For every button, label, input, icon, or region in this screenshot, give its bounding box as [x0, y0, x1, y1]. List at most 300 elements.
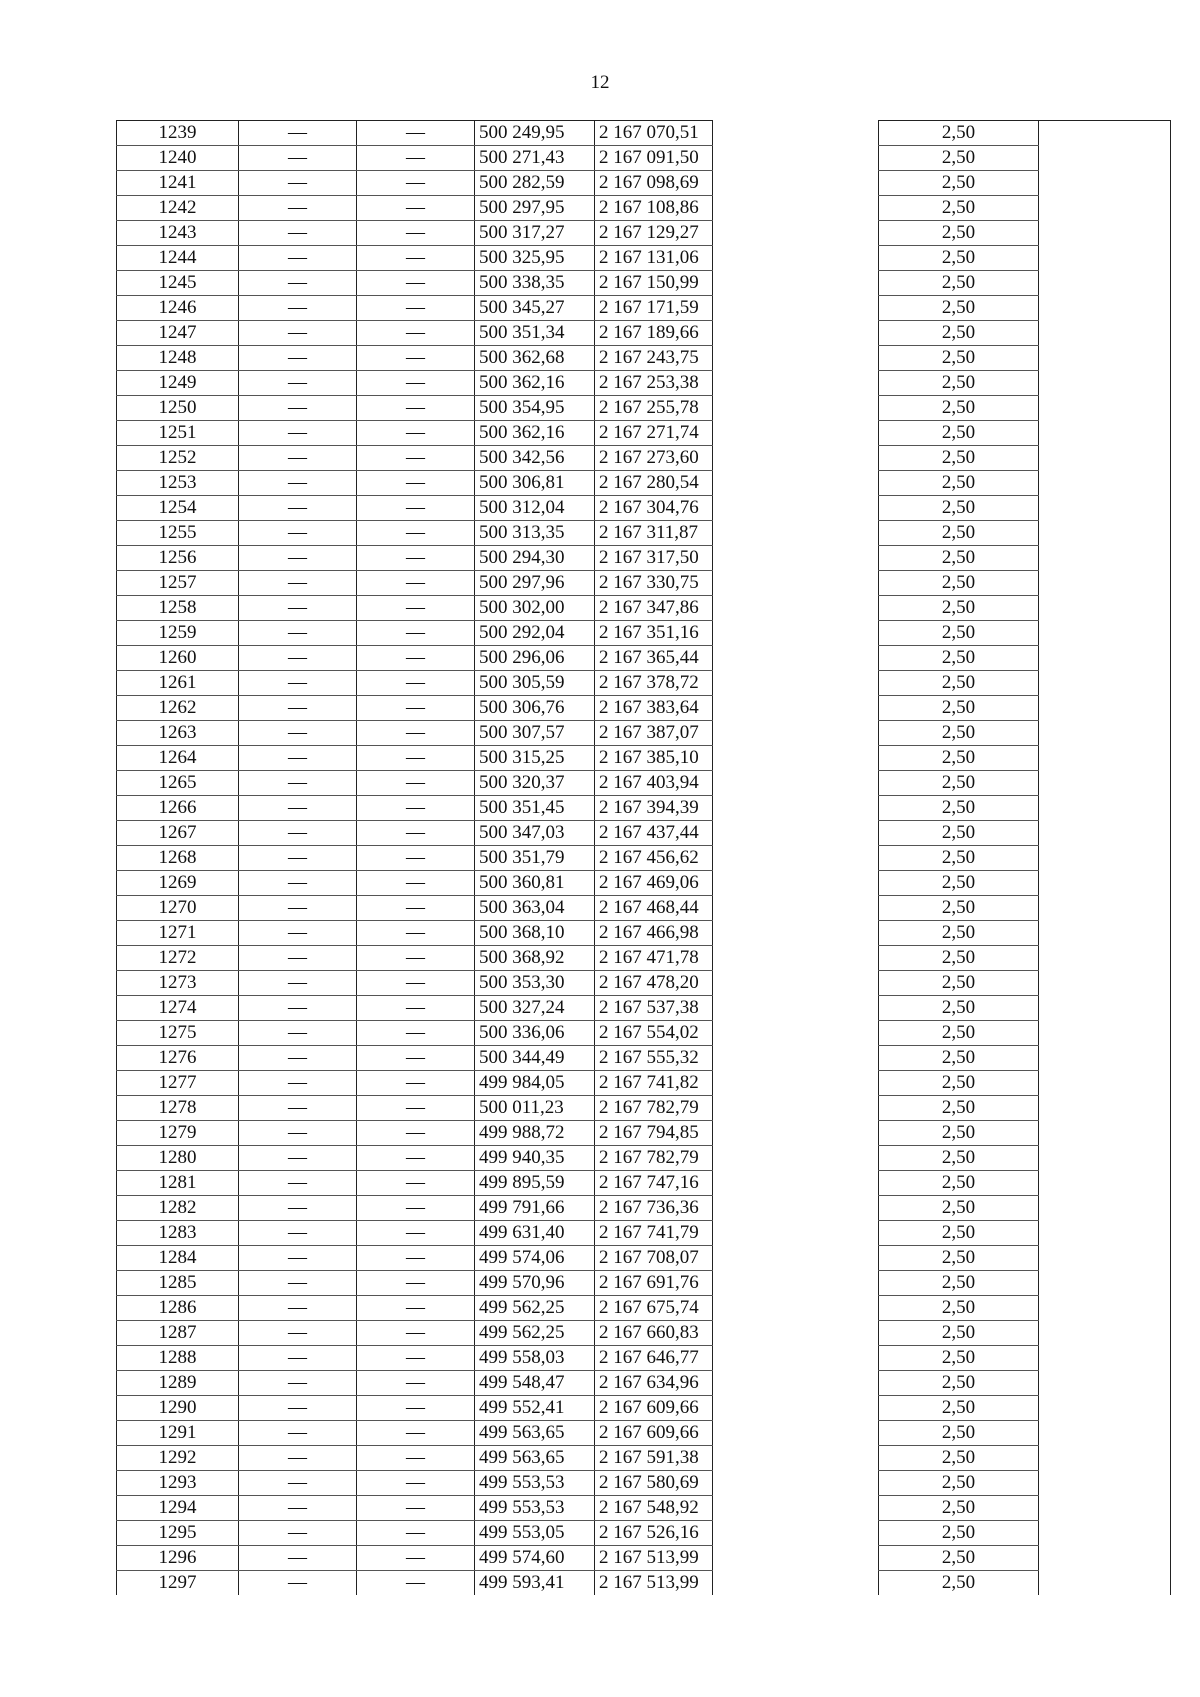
empty-cell [1039, 321, 1171, 346]
dash-cell: — [239, 271, 357, 296]
y-coordinate-cell: 2 167 468,44 [595, 896, 713, 921]
dash-cell: — [357, 1046, 475, 1071]
value-cell: 2,50 [879, 371, 1039, 396]
y-coordinate-cell: 2 167 271,74 [595, 421, 713, 446]
x-coordinate-cell: 500 249,95 [475, 121, 595, 146]
y-coordinate-cell: 2 167 609,66 [595, 1396, 713, 1421]
dash-cell: — [357, 1446, 475, 1471]
y-coordinate-cell: 2 167 456,62 [595, 846, 713, 871]
dash-cell: — [239, 996, 357, 1021]
table-row [117, 246, 1171, 271]
dash-cell: — [239, 1221, 357, 1246]
empty-cell [713, 1546, 879, 1571]
value-cell: 2,50 [879, 896, 1039, 921]
y-coordinate-cell: 2 167 330,75 [595, 571, 713, 596]
empty-cell [713, 371, 879, 396]
empty-cell [713, 1096, 879, 1121]
point-number-cell: 1246 [117, 296, 239, 321]
empty-cell [1039, 571, 1171, 596]
dash-cell: — [239, 521, 357, 546]
table-row [117, 1146, 1171, 1171]
value-cell: 2,50 [879, 621, 1039, 646]
empty-cell [713, 321, 879, 346]
value-cell: 2,50 [879, 1221, 1039, 1246]
dash-cell: — [357, 1246, 475, 1271]
table-row [117, 871, 1171, 896]
dash-cell: — [239, 696, 357, 721]
table-row [117, 1571, 1171, 1596]
y-coordinate-cell: 2 167 317,50 [595, 546, 713, 571]
table-row [117, 646, 1171, 671]
y-coordinate-cell: 2 167 736,36 [595, 1196, 713, 1221]
dash-cell: — [357, 371, 475, 396]
table-row [117, 1246, 1171, 1271]
empty-cell [713, 146, 879, 171]
dash-cell: — [357, 471, 475, 496]
value-cell: 2,50 [879, 271, 1039, 296]
x-coordinate-cell: 500 327,24 [475, 996, 595, 1021]
y-coordinate-cell: 2 167 741,79 [595, 1221, 713, 1246]
dash-cell: — [239, 1271, 357, 1296]
empty-cell [713, 296, 879, 321]
point-number-cell: 1266 [117, 796, 239, 821]
empty-cell [713, 821, 879, 846]
y-coordinate-cell: 2 167 660,83 [595, 1321, 713, 1346]
empty-cell [713, 346, 879, 371]
y-coordinate-cell: 2 167 171,59 [595, 296, 713, 321]
y-coordinate-cell: 2 167 513,99 [595, 1546, 713, 1571]
empty-cell [713, 721, 879, 746]
empty-cell [1039, 221, 1171, 246]
empty-cell [1039, 1196, 1171, 1221]
value-cell: 2,50 [879, 1096, 1039, 1121]
table-row [117, 421, 1171, 446]
dash-cell: — [239, 946, 357, 971]
dash-cell: — [357, 921, 475, 946]
empty-cell [1039, 1321, 1171, 1346]
value-cell: 2,50 [879, 1496, 1039, 1521]
value-cell: 2,50 [879, 996, 1039, 1021]
dash-cell: — [239, 1346, 357, 1371]
dash-cell: — [239, 196, 357, 221]
empty-cell [1039, 1421, 1171, 1446]
empty-cell [1039, 1521, 1171, 1546]
table-row [117, 1496, 1171, 1521]
y-coordinate-cell: 2 167 609,66 [595, 1421, 713, 1446]
empty-cell [1039, 1221, 1171, 1246]
empty-cell [713, 471, 879, 496]
dash-cell: — [357, 1321, 475, 1346]
empty-cell [713, 1021, 879, 1046]
point-number-cell: 1276 [117, 1046, 239, 1071]
y-coordinate-cell: 2 167 782,79 [595, 1146, 713, 1171]
empty-cell [713, 971, 879, 996]
page-number: 12 [590, 72, 610, 93]
point-number-cell: 1255 [117, 521, 239, 546]
dash-cell: — [239, 1571, 357, 1596]
dash-cell: — [357, 1196, 475, 1221]
point-number-cell: 1278 [117, 1096, 239, 1121]
empty-cell [1039, 1246, 1171, 1271]
y-coordinate-cell: 2 167 189,66 [595, 321, 713, 346]
dash-cell: — [357, 1521, 475, 1546]
y-coordinate-cell: 2 167 466,98 [595, 921, 713, 946]
x-coordinate-cell: 500 282,59 [475, 171, 595, 196]
table-row [117, 1371, 1171, 1396]
y-coordinate-cell: 2 167 304,76 [595, 496, 713, 521]
dash-cell: — [357, 621, 475, 646]
point-number-cell: 1287 [117, 1321, 239, 1346]
empty-cell [1039, 1546, 1171, 1571]
value-cell: 2,50 [879, 146, 1039, 171]
dash-cell: — [239, 371, 357, 396]
x-coordinate-cell: 500 294,30 [475, 546, 595, 571]
point-number-cell: 1269 [117, 871, 239, 896]
empty-cell [713, 496, 879, 521]
x-coordinate-cell: 499 570,96 [475, 1271, 595, 1296]
empty-cell [713, 271, 879, 296]
dash-cell: — [239, 796, 357, 821]
table-row [117, 396, 1171, 421]
dash-cell: — [239, 746, 357, 771]
x-coordinate-cell: 500 353,30 [475, 971, 595, 996]
empty-cell [1039, 821, 1171, 846]
point-number-cell: 1248 [117, 346, 239, 371]
point-number-cell: 1240 [117, 146, 239, 171]
x-coordinate-cell: 499 574,06 [475, 1246, 595, 1271]
y-coordinate-cell: 2 167 383,64 [595, 696, 713, 721]
point-number-cell: 1297 [117, 1571, 239, 1596]
dash-cell: — [239, 1546, 357, 1571]
value-cell: 2,50 [879, 396, 1039, 421]
table-row [117, 1096, 1171, 1121]
value-cell: 2,50 [879, 1521, 1039, 1546]
table-row [117, 1471, 1171, 1496]
empty-cell [1039, 621, 1171, 646]
table-row [117, 1121, 1171, 1146]
x-coordinate-cell: 500 338,35 [475, 271, 595, 296]
point-number-cell: 1281 [117, 1171, 239, 1196]
point-number-cell: 1250 [117, 396, 239, 421]
point-number-cell: 1294 [117, 1496, 239, 1521]
x-coordinate-cell: 499 574,60 [475, 1546, 595, 1571]
table-row [117, 1321, 1171, 1346]
dash-cell: — [239, 1421, 357, 1446]
dash-cell: — [239, 546, 357, 571]
empty-cell [713, 446, 879, 471]
dash-cell: — [239, 721, 357, 746]
table-row [117, 1396, 1171, 1421]
value-cell: 2,50 [879, 921, 1039, 946]
x-coordinate-cell: 500 368,10 [475, 921, 595, 946]
point-number-cell: 1268 [117, 846, 239, 871]
empty-cell [1039, 1571, 1171, 1596]
y-coordinate-cell: 2 167 131,06 [595, 246, 713, 271]
dash-cell: — [357, 896, 475, 921]
dash-cell: — [239, 671, 357, 696]
dash-cell: — [357, 746, 475, 771]
dash-cell: — [357, 1221, 475, 1246]
dash-cell: — [239, 221, 357, 246]
x-coordinate-cell: 500 347,03 [475, 821, 595, 846]
dash-cell: — [357, 996, 475, 1021]
y-coordinate-cell: 2 167 782,79 [595, 1096, 713, 1121]
y-coordinate-cell: 2 167 741,82 [595, 1071, 713, 1096]
empty-cell [1039, 671, 1171, 696]
dash-cell: — [357, 1471, 475, 1496]
table-row [117, 571, 1171, 596]
y-coordinate-cell: 2 167 471,78 [595, 946, 713, 971]
empty-cell [1039, 1471, 1171, 1496]
empty-cell [713, 1046, 879, 1071]
value-cell: 2,50 [879, 796, 1039, 821]
empty-cell [1039, 146, 1171, 171]
y-coordinate-cell: 2 167 794,85 [595, 1121, 713, 1146]
empty-cell [713, 1296, 879, 1321]
empty-cell [1039, 646, 1171, 671]
x-coordinate-cell: 500 336,06 [475, 1021, 595, 1046]
x-coordinate-cell: 500 297,95 [475, 196, 595, 221]
dash-cell: — [239, 1396, 357, 1421]
empty-cell [713, 996, 879, 1021]
point-number-cell: 1239 [117, 121, 239, 146]
dash-cell: — [239, 146, 357, 171]
point-number-cell: 1272 [117, 946, 239, 971]
empty-cell [713, 746, 879, 771]
point-number-cell: 1242 [117, 196, 239, 221]
value-cell: 2,50 [879, 421, 1039, 446]
table-row [117, 696, 1171, 721]
dash-cell: — [239, 1446, 357, 1471]
empty-cell [713, 221, 879, 246]
empty-cell [713, 546, 879, 571]
empty-cell [713, 171, 879, 196]
y-coordinate-cell: 2 167 403,94 [595, 771, 713, 796]
empty-cell [1039, 1121, 1171, 1146]
x-coordinate-cell: 500 344,49 [475, 1046, 595, 1071]
value-cell: 2,50 [879, 1071, 1039, 1096]
empty-cell [713, 1171, 879, 1196]
x-coordinate-cell: 499 553,53 [475, 1471, 595, 1496]
dash-cell: — [239, 1146, 357, 1171]
y-coordinate-cell: 2 167 537,38 [595, 996, 713, 1021]
dash-cell: — [239, 896, 357, 921]
empty-cell [1039, 546, 1171, 571]
y-coordinate-cell: 2 167 646,77 [595, 1346, 713, 1371]
x-coordinate-cell: 499 548,47 [475, 1371, 595, 1396]
empty-cell [713, 1246, 879, 1271]
value-cell: 2,50 [879, 1271, 1039, 1296]
dash-cell: — [357, 946, 475, 971]
point-number-cell: 1252 [117, 446, 239, 471]
empty-cell [1039, 1071, 1171, 1096]
table-row [117, 521, 1171, 546]
dash-cell: — [239, 1246, 357, 1271]
point-number-cell: 1254 [117, 496, 239, 521]
x-coordinate-cell: 499 562,25 [475, 1296, 595, 1321]
table-row [117, 1546, 1171, 1571]
dash-cell: — [239, 246, 357, 271]
empty-cell [1039, 1446, 1171, 1471]
value-cell: 2,50 [879, 321, 1039, 346]
dash-cell: — [239, 1196, 357, 1221]
empty-cell [1039, 1171, 1171, 1196]
dash-cell: — [357, 296, 475, 321]
empty-cell [713, 1271, 879, 1296]
x-coordinate-cell: 499 791,66 [475, 1196, 595, 1221]
dash-cell: — [357, 196, 475, 221]
point-number-cell: 1247 [117, 321, 239, 346]
x-coordinate-cell: 500 320,37 [475, 771, 595, 796]
dash-cell: — [239, 621, 357, 646]
dash-cell: — [357, 696, 475, 721]
value-cell: 2,50 [879, 1196, 1039, 1221]
table-row [117, 1346, 1171, 1371]
x-coordinate-cell: 499 562,25 [475, 1321, 595, 1346]
point-number-cell: 1295 [117, 1521, 239, 1546]
table-row [117, 821, 1171, 846]
value-cell: 2,50 [879, 1321, 1039, 1346]
empty-cell [713, 696, 879, 721]
value-cell: 2,50 [879, 1021, 1039, 1046]
dash-cell: — [357, 221, 475, 246]
y-coordinate-cell: 2 167 513,99 [595, 1571, 713, 1596]
table-row [117, 1446, 1171, 1471]
x-coordinate-cell: 499 631,40 [475, 1221, 595, 1246]
empty-cell [1039, 196, 1171, 221]
table-row [117, 146, 1171, 171]
value-cell: 2,50 [879, 571, 1039, 596]
dash-cell: — [239, 171, 357, 196]
empty-cell [1039, 921, 1171, 946]
x-coordinate-cell: 500 351,45 [475, 796, 595, 821]
empty-cell [1039, 996, 1171, 1021]
table-row [117, 746, 1171, 771]
empty-cell [1039, 1496, 1171, 1521]
value-cell: 2,50 [879, 196, 1039, 221]
dash-cell: — [239, 1296, 357, 1321]
point-number-cell: 1257 [117, 571, 239, 596]
value-cell: 2,50 [879, 746, 1039, 771]
empty-cell [1039, 1146, 1171, 1171]
dash-cell: — [357, 1421, 475, 1446]
table-row [117, 671, 1171, 696]
point-number-cell: 1244 [117, 246, 239, 271]
y-coordinate-cell: 2 167 747,16 [595, 1171, 713, 1196]
table-row [117, 896, 1171, 921]
y-coordinate-cell: 2 167 091,50 [595, 146, 713, 171]
table-row [117, 846, 1171, 871]
empty-cell [1039, 746, 1171, 771]
y-coordinate-cell: 2 167 365,44 [595, 646, 713, 671]
value-cell: 2,50 [879, 521, 1039, 546]
empty-cell [713, 1496, 879, 1521]
table-row [117, 1046, 1171, 1071]
value-cell: 2,50 [879, 296, 1039, 321]
value-cell: 2,50 [879, 1446, 1039, 1471]
dash-cell: — [239, 1496, 357, 1521]
empty-cell [713, 1421, 879, 1446]
point-number-cell: 1253 [117, 471, 239, 496]
y-coordinate-cell: 2 167 378,72 [595, 671, 713, 696]
y-coordinate-cell: 2 167 311,87 [595, 521, 713, 546]
empty-cell [1039, 971, 1171, 996]
y-coordinate-cell: 2 167 347,86 [595, 596, 713, 621]
table-row [117, 271, 1171, 296]
dash-cell: — [357, 396, 475, 421]
value-cell: 2,50 [879, 121, 1039, 146]
y-coordinate-cell: 2 167 351,16 [595, 621, 713, 646]
point-number-cell: 1280 [117, 1146, 239, 1171]
point-number-cell: 1292 [117, 1446, 239, 1471]
dash-cell: — [357, 1146, 475, 1171]
x-coordinate-cell: 499 593,41 [475, 1571, 595, 1596]
y-coordinate-cell: 2 167 150,99 [595, 271, 713, 296]
value-cell: 2,50 [879, 1146, 1039, 1171]
dash-cell: — [357, 1071, 475, 1096]
empty-cell [1039, 1021, 1171, 1046]
dash-cell: — [239, 296, 357, 321]
x-coordinate-cell: 499 563,65 [475, 1446, 595, 1471]
x-coordinate-cell: 499 558,03 [475, 1346, 595, 1371]
dash-cell: — [239, 1046, 357, 1071]
x-coordinate-cell: 500 351,79 [475, 846, 595, 871]
dash-cell: — [239, 596, 357, 621]
value-cell: 2,50 [879, 1171, 1039, 1196]
dash-cell: — [357, 521, 475, 546]
value-cell: 2,50 [879, 1471, 1039, 1496]
empty-cell [1039, 696, 1171, 721]
point-number-cell: 1288 [117, 1346, 239, 1371]
y-coordinate-cell: 2 167 243,75 [595, 346, 713, 371]
x-coordinate-cell: 500 351,34 [475, 321, 595, 346]
dash-cell: — [239, 771, 357, 796]
empty-cell [713, 1071, 879, 1096]
point-number-cell: 1263 [117, 721, 239, 746]
point-number-cell: 1249 [117, 371, 239, 396]
coordinates-table [116, 120, 1171, 1595]
value-cell: 2,50 [879, 696, 1039, 721]
empty-cell [713, 1371, 879, 1396]
x-coordinate-cell: 499 553,05 [475, 1521, 595, 1546]
table-row [117, 1296, 1171, 1321]
table-row [117, 971, 1171, 996]
value-cell: 2,50 [879, 346, 1039, 371]
x-coordinate-cell: 499 553,53 [475, 1496, 595, 1521]
empty-cell [1039, 1296, 1171, 1321]
table-row [117, 121, 1171, 146]
empty-cell [1039, 121, 1171, 146]
point-number-cell: 1274 [117, 996, 239, 1021]
dash-cell: — [239, 1521, 357, 1546]
x-coordinate-cell: 500 011,23 [475, 1096, 595, 1121]
y-coordinate-cell: 2 167 478,20 [595, 971, 713, 996]
point-number-cell: 1264 [117, 746, 239, 771]
empty-cell [713, 1521, 879, 1546]
dash-cell: — [239, 1371, 357, 1396]
dash-cell: — [357, 421, 475, 446]
empty-cell [1039, 396, 1171, 421]
dash-cell: — [357, 1096, 475, 1121]
table-row [117, 546, 1171, 571]
x-coordinate-cell: 500 306,76 [475, 696, 595, 721]
dash-cell: — [239, 921, 357, 946]
y-coordinate-cell: 2 167 526,16 [595, 1521, 713, 1546]
empty-cell [713, 646, 879, 671]
value-cell: 2,50 [879, 446, 1039, 471]
table-row [117, 296, 1171, 321]
table-row [117, 1221, 1171, 1246]
